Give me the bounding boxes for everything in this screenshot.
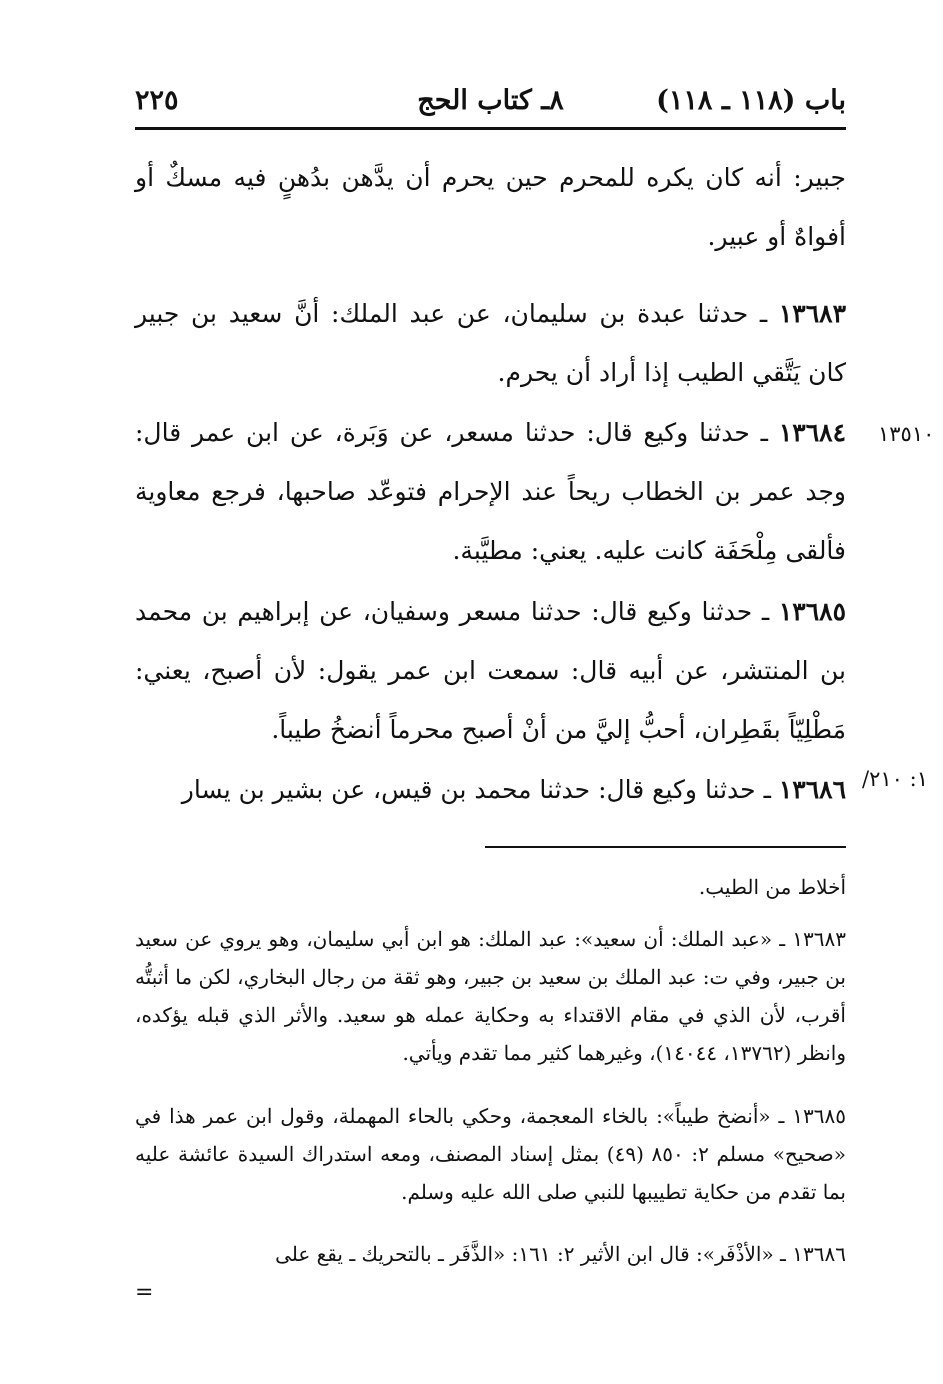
hadith-number: ١٣٦٨٤ (778, 418, 846, 447)
footnote-13683 (135, 920, 846, 1072)
footnote-13685 (135, 1097, 846, 1211)
footnote-continuation (135, 868, 846, 906)
footnote-number: ١٣٦٨٥ (792, 1104, 847, 1128)
hadith-text: ـ حدثنا وكيع قال: حدثنا مسعر وسفيان، عن إبراهيم بن محمد بن المنتشر، عن أبيه قال: سمعت ابن عمر يقول: لأن أصبح، يعني: مَطْلِيّاً بقَطِران، أحبُّ إليَّ من أنْ أصبح محرماً أنضخُ طيباً. (135, 597, 846, 744)
footnote-number: ١٣٦٨٣ (792, 927, 847, 951)
hadith-number: ١٣٦٨٥ (778, 597, 846, 626)
hadith-text: ـ حدثنا وكيع قال: حدثنا مسعر، عن وَبَرة، عن ابن عمر قال: وجد عمر بن الخطاب ريحاً عند الإحرام فتوعّد صاحبها، فرجع معاوية فألقى مِلْحَفَة كانت عليه. يعني: مطيَّبة. (135, 418, 846, 565)
page-number: ٢٢٥ (135, 85, 179, 116)
continuation-mark: = (135, 1280, 154, 1305)
hadith-text: ـ حدثنا وكيع قال: حدثنا محمد بن قيس، عن بشير بن يسار (181, 775, 771, 804)
hadith-number: ١٣٦٨٣ (778, 299, 846, 328)
footnote-text: ـ «عبد الملك: أن سعيد»: عبد الملك: هو ابن أبي سليمان، وهو يروي عن سعيد بن جبير، وفي ت: عبد الملك بن سعيد بن جبير، وهو ثقة من رجال البخاري، لكن ما أثبتُّه أقرب، لأن الذي في مقام الاقتداء به وحكاية عمله هو سعيد. والأثر الذي قبله يؤكده، وانظر (١٣٧٦٢، ١٤٠٤٤)، وغيرهما كثير مما تقدم ويأتي. (135, 927, 846, 1065)
footnote-number: ١٣٦٨٦ (792, 1242, 846, 1266)
footnote-13686 (135, 1235, 846, 1273)
paragraph-text: جبير: أنه كان يكره للمحرم حين يحرم أن يدَّهن بدُهنٍ فيه مسكٌ أو أفواهٌ أو عبير. (135, 163, 846, 251)
header-rule (135, 127, 846, 130)
page-header (135, 85, 846, 121)
margin-reference: /١: ٢١٠ (862, 767, 928, 791)
footnote-separator (485, 846, 846, 848)
chapter-heading: باب (١١٨ ـ ١١٨) (656, 85, 846, 116)
footnote-text: ـ «الأذْفَر»: قال ابن الأثير ٢: ١٦١: «الذَّفَر ـ بالتحريك ـ يقع على (275, 1242, 786, 1266)
hadith-number: ١٣٦٨٦ (778, 775, 846, 804)
hadith-13684 (135, 403, 846, 580)
hadith-13685 (135, 582, 846, 759)
hadith-13683 (135, 284, 846, 402)
hadith-13686 (135, 760, 846, 819)
book-title: ٨ـ كتاب الحج (417, 85, 564, 116)
margin-reference: ١٣٥١٠ (878, 422, 935, 446)
hadith-text: ـ حدثنا عبدة بن سليمان، عن عبد الملك: أنَّ سعيد بن جبير كان يَتَّقي الطيب إذا أراد أن يحرم. (135, 299, 846, 387)
paragraph-continuation (135, 148, 846, 266)
footnote-text: ـ «أنضخ طيباً»: بالخاء المعجمة، وحكي بالحاء المهملة، وقول ابن عمر هذا في «صحيح» مسلم ٢: ٨٥٠ (٤٩) بمثل إسناد المصنف، ومعه استدراك السيدة عائشة عليه بما تقدم من حكاية تطييبها للنبي صلى الله عليه وسلم. (135, 1104, 846, 1204)
footnote-text: أخلاط من الطيب. (698, 875, 846, 899)
